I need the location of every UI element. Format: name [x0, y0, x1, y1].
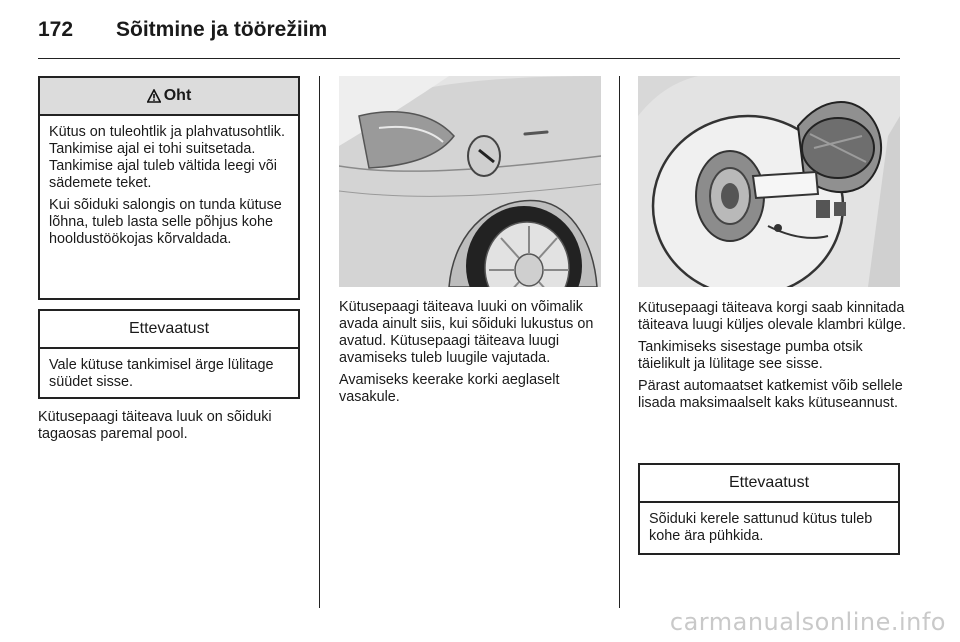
- caution-box-body: [640, 503, 898, 553]
- caution-box-body: [40, 349, 298, 399]
- danger-paragraph: Kui sõiduki salongis on tunda kütuse lõhna, tuleb lasta selle põhjus kohe hooldustöökojas kõrvaldada.: [49, 197, 282, 247]
- body-paragraph: Kütusepaagi täiteava luuk on sõiduki tagaosas paremal pool.: [38, 409, 272, 442]
- page-title: Sõitmine ja töörežiim: [116, 18, 328, 41]
- page-header: [38, 18, 327, 42]
- danger-heading-text: Oht: [163, 87, 192, 104]
- body-paragraph: Tankimiseks sisestage pumba otsik täielikult ja lülitage see sisse.: [638, 339, 863, 372]
- warning-triangle-icon: [147, 89, 161, 103]
- watermark: carmanualsonline.info: [669, 608, 946, 636]
- column-divider: [319, 76, 320, 608]
- danger-box: [38, 76, 300, 300]
- caution-box-heading: Ettevaatust: [40, 311, 298, 349]
- body-paragraph: Avamiseks keerake korki aeglaselt vasakule.: [339, 372, 560, 405]
- page-number: 172: [38, 18, 74, 41]
- body-paragraph: Kütusepaagi täiteava luuki on võimalik avada ainult siis, kui sõiduki lukustus on avatud. Kütusepaagi täiteava luugi avamiseks tuleb luugile vajutada.: [339, 299, 594, 366]
- col3-text: [638, 300, 908, 417]
- caution-box-heading: Ettevaatust: [640, 465, 898, 503]
- caution-paragraph: Sõiduki kerele sattunud kütus tuleb kohe ära pühkida.: [649, 511, 873, 544]
- fuel-cap-drawing: [638, 76, 900, 287]
- body-paragraph: Kütusepaagi täiteava korgi saab kinnitada täiteava luugi küljes olevale klambri külge.: [638, 300, 906, 333]
- car-rear-drawing: [339, 76, 601, 287]
- column-divider: [619, 76, 620, 608]
- col2-text: [339, 299, 609, 411]
- danger-box-body: [40, 116, 298, 256]
- danger-box-heading: [40, 78, 298, 116]
- fuel-cap-illustration: [638, 76, 900, 287]
- body-paragraph: Pärast automaatset katkemist võib sellele lisada maksimaalselt kaks kütuseannust.: [638, 378, 903, 411]
- danger-paragraph: Kütus on tuleohtlik ja plahvatusohtlik. Tankimise ajal ei tohi suitsetada. Tankimise ajal tuleb vältida leegi või sädemete teket.: [49, 124, 285, 191]
- caution-paragraph: Vale kütuse tankimisel ärge lülitage süüdet sisse.: [49, 357, 274, 390]
- fuel-flap-location-illustration: [339, 76, 601, 287]
- caution-box: [638, 463, 900, 555]
- header-rule: [38, 58, 900, 59]
- caution-box: [38, 309, 300, 399]
- col1-text: [38, 409, 306, 448]
